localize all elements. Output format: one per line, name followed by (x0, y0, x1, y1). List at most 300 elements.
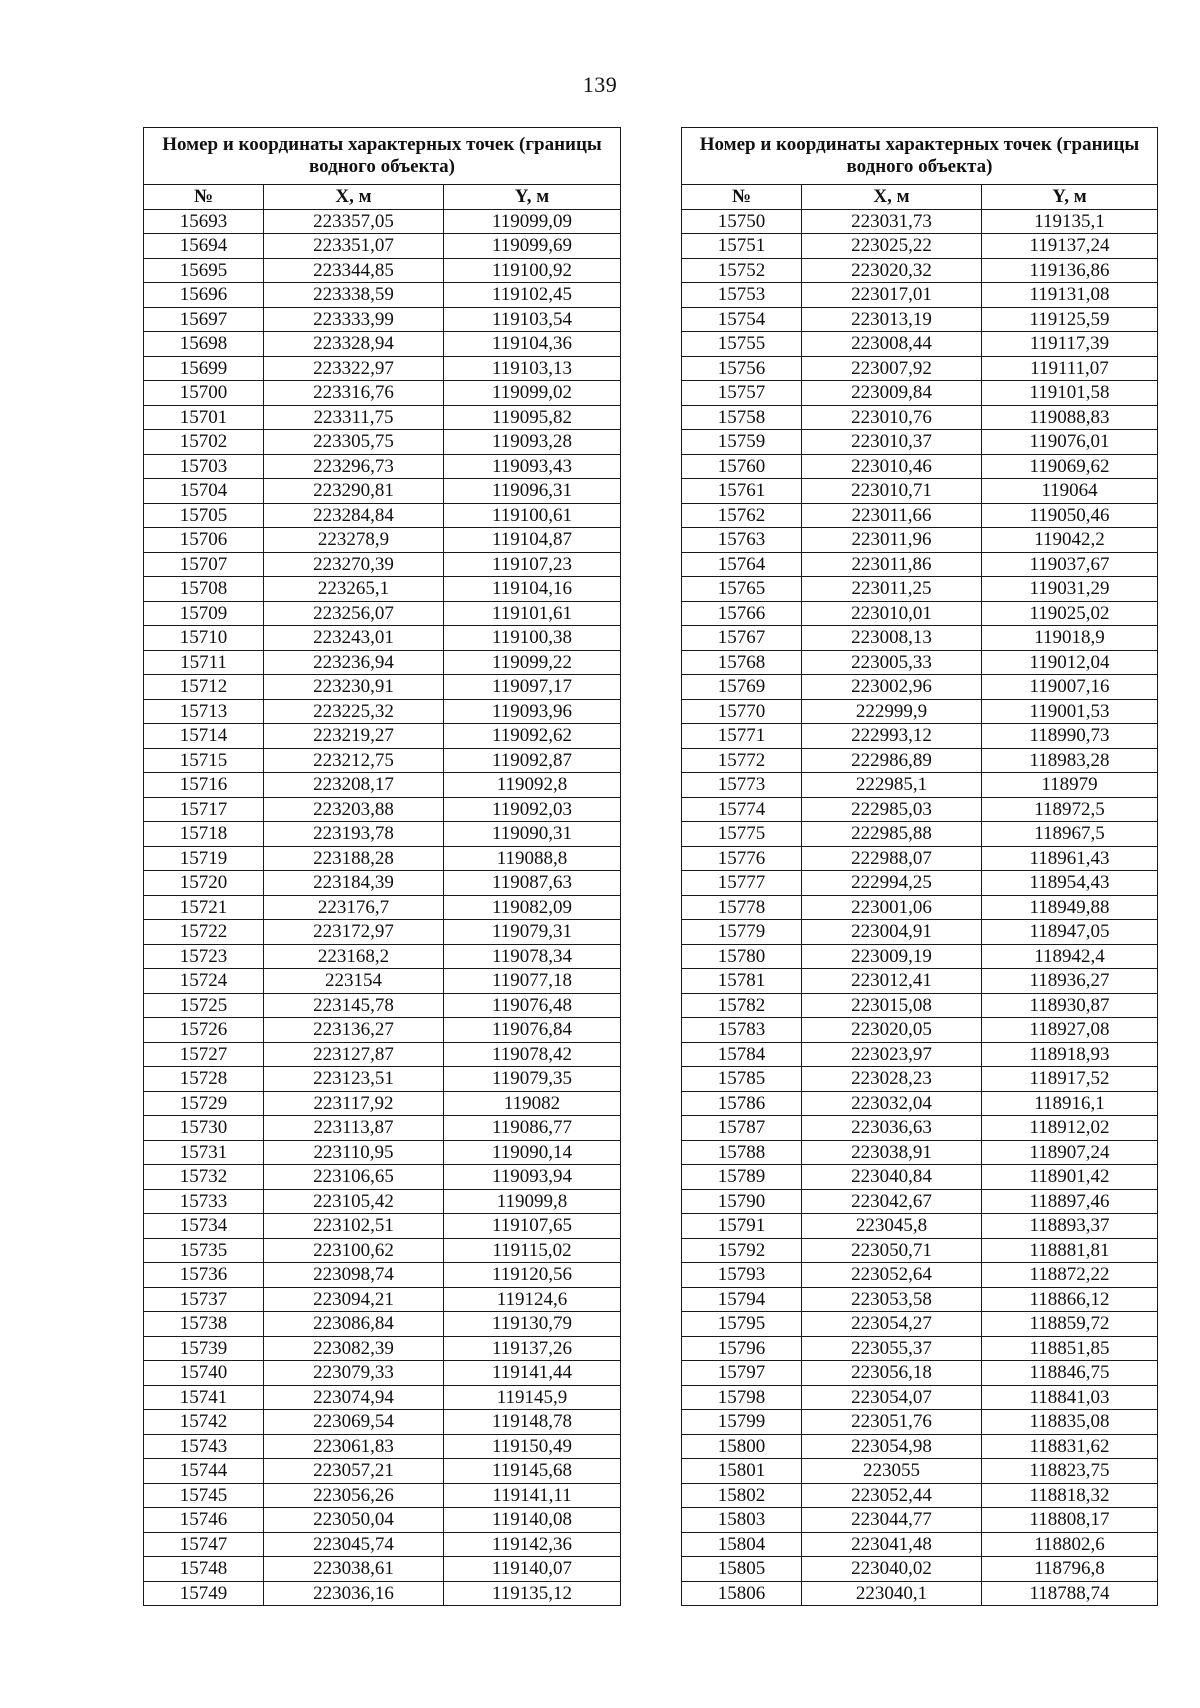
point-number-cell: 15713 (144, 699, 264, 724)
table-row (144, 797, 621, 822)
x-coordinate-cell: 223219,27 (264, 724, 444, 749)
table-row (682, 1483, 1158, 1508)
y-coordinate-cell: 119090,14 (444, 1140, 621, 1165)
table-row (682, 528, 1158, 553)
point-number-cell: 15805 (682, 1557, 802, 1582)
point-number-cell: 15796 (682, 1336, 802, 1361)
point-number-cell: 15765 (682, 577, 802, 602)
table-row (682, 1189, 1158, 1214)
point-number-cell: 15744 (144, 1459, 264, 1484)
x-coordinate-cell: 223100,62 (264, 1238, 444, 1263)
point-number-cell: 15799 (682, 1410, 802, 1435)
x-coordinate-cell: 223025,22 (802, 234, 982, 259)
y-coordinate-cell: 118823,75 (982, 1459, 1158, 1484)
point-number-cell: 15710 (144, 626, 264, 651)
x-coordinate-cell: 223344,85 (264, 258, 444, 283)
table-row (144, 1042, 621, 1067)
coordinates-table-right (681, 127, 1158, 1606)
point-number-cell: 15774 (682, 797, 802, 822)
y-coordinate-cell: 118917,52 (982, 1067, 1158, 1092)
x-coordinate-cell: 223040,84 (802, 1165, 982, 1190)
y-coordinate-cell: 119103,54 (444, 307, 621, 332)
point-number-cell: 15730 (144, 1116, 264, 1141)
x-coordinate-cell: 223044,77 (802, 1508, 982, 1533)
table-row (682, 332, 1158, 357)
y-coordinate-cell: 119137,24 (982, 234, 1158, 259)
x-coordinate-cell: 223028,23 (802, 1067, 982, 1092)
y-coordinate-cell: 119097,17 (444, 675, 621, 700)
table-row (144, 356, 621, 381)
point-number-cell: 15717 (144, 797, 264, 822)
x-coordinate-cell: 223338,59 (264, 283, 444, 308)
y-coordinate-cell: 119104,87 (444, 528, 621, 553)
y-coordinate-cell: 119141,11 (444, 1483, 621, 1508)
point-number-cell: 15739 (144, 1336, 264, 1361)
x-coordinate-cell: 223296,73 (264, 454, 444, 479)
point-number-cell: 15720 (144, 871, 264, 896)
point-number-cell: 15716 (144, 773, 264, 798)
point-number-cell: 15790 (682, 1189, 802, 1214)
y-coordinate-cell: 119042,2 (982, 528, 1158, 553)
point-number-cell: 15721 (144, 895, 264, 920)
y-coordinate-cell: 119135,12 (444, 1581, 621, 1606)
table-row (144, 1557, 621, 1582)
y-coordinate-cell: 118866,12 (982, 1287, 1158, 1312)
table-row (682, 209, 1158, 234)
table-row (682, 626, 1158, 651)
point-number-cell: 15781 (682, 969, 802, 994)
x-coordinate-cell: 223208,17 (264, 773, 444, 798)
point-number-cell: 15736 (144, 1263, 264, 1288)
y-coordinate-cell: 119120,56 (444, 1263, 621, 1288)
point-number-cell: 15748 (144, 1557, 264, 1582)
point-number-cell: 15738 (144, 1312, 264, 1337)
point-number-cell: 15750 (682, 209, 802, 234)
point-number-cell: 15734 (144, 1214, 264, 1239)
point-number-cell: 15701 (144, 405, 264, 430)
table-row (682, 1508, 1158, 1533)
x-coordinate-cell: 223270,39 (264, 552, 444, 577)
x-coordinate-cell: 223145,78 (264, 993, 444, 1018)
table-row (144, 234, 621, 259)
y-coordinate-cell: 119001,53 (982, 699, 1158, 724)
table-row (144, 1140, 621, 1165)
point-number-cell: 15740 (144, 1361, 264, 1386)
y-coordinate-cell: 118808,17 (982, 1508, 1158, 1533)
x-coordinate-cell: 222986,89 (802, 748, 982, 773)
table-row (682, 356, 1158, 381)
point-number-cell: 15704 (144, 479, 264, 504)
y-coordinate-cell: 119088,83 (982, 405, 1158, 430)
table-row (682, 699, 1158, 724)
point-number-cell: 15784 (682, 1042, 802, 1067)
y-coordinate-cell: 119102,45 (444, 283, 621, 308)
table-row (682, 1263, 1158, 1288)
point-number-cell: 15788 (682, 1140, 802, 1165)
y-coordinate-cell: 119093,96 (444, 699, 621, 724)
table-row (144, 1287, 621, 1312)
y-coordinate-cell: 119082 (444, 1091, 621, 1116)
table-row (144, 1214, 621, 1239)
x-coordinate-cell: 223316,76 (264, 381, 444, 406)
point-number-cell: 15769 (682, 675, 802, 700)
y-coordinate-cell: 119050,46 (982, 503, 1158, 528)
table-row (144, 1336, 621, 1361)
table-row (144, 773, 621, 798)
x-coordinate-cell: 223005,33 (802, 650, 982, 675)
y-coordinate-cell: 119136,86 (982, 258, 1158, 283)
x-coordinate-cell: 223008,13 (802, 626, 982, 651)
x-coordinate-cell: 223050,71 (802, 1238, 982, 1263)
y-coordinate-cell: 119064 (982, 479, 1158, 504)
x-coordinate-cell: 223007,92 (802, 356, 982, 381)
y-coordinate-cell: 119142,36 (444, 1532, 621, 1557)
table-row (144, 601, 621, 626)
point-number-cell: 15698 (144, 332, 264, 357)
point-number-cell: 15695 (144, 258, 264, 283)
y-coordinate-cell: 119076,48 (444, 993, 621, 1018)
table-row (144, 1189, 621, 1214)
point-number-cell: 15699 (144, 356, 264, 381)
y-coordinate-cell: 118872,22 (982, 1263, 1158, 1288)
x-coordinate-cell: 223032,04 (802, 1091, 982, 1116)
column-header-number: № (682, 185, 802, 210)
table-row (144, 944, 621, 969)
x-coordinate-cell: 223057,21 (264, 1459, 444, 1484)
y-coordinate-cell: 119078,34 (444, 944, 621, 969)
x-coordinate-cell: 223079,33 (264, 1361, 444, 1386)
x-coordinate-cell: 223203,88 (264, 797, 444, 822)
table-row (144, 1067, 621, 1092)
y-coordinate-cell: 119078,42 (444, 1042, 621, 1067)
y-coordinate-cell: 119131,08 (982, 283, 1158, 308)
x-coordinate-cell: 223054,98 (802, 1434, 982, 1459)
point-number-cell: 15760 (682, 454, 802, 479)
table-row (682, 479, 1158, 504)
table-row (682, 405, 1158, 430)
table-row (144, 1238, 621, 1263)
table-row (144, 993, 621, 1018)
table-row (144, 577, 621, 602)
x-coordinate-cell: 223110,95 (264, 1140, 444, 1165)
table-row (682, 307, 1158, 332)
table-row (682, 503, 1158, 528)
y-coordinate-cell: 119100,61 (444, 503, 621, 528)
point-number-cell: 15751 (682, 234, 802, 259)
x-coordinate-cell: 223054,07 (802, 1385, 982, 1410)
table-row (144, 209, 621, 234)
point-number-cell: 15758 (682, 405, 802, 430)
y-coordinate-cell: 119135,1 (982, 209, 1158, 234)
point-number-cell: 15778 (682, 895, 802, 920)
point-number-cell: 15770 (682, 699, 802, 724)
x-coordinate-cell: 223040,1 (802, 1581, 982, 1606)
point-number-cell: 15711 (144, 650, 264, 675)
table-row (682, 675, 1158, 700)
y-coordinate-cell: 119093,43 (444, 454, 621, 479)
point-number-cell: 15772 (682, 748, 802, 773)
y-coordinate-cell: 119124,6 (444, 1287, 621, 1312)
point-number-cell: 15804 (682, 1532, 802, 1557)
table-row (144, 307, 621, 332)
y-coordinate-cell: 118818,32 (982, 1483, 1158, 1508)
table-row (682, 920, 1158, 945)
column-header-x: X, м (264, 185, 444, 210)
x-coordinate-cell: 223176,7 (264, 895, 444, 920)
x-coordinate-cell: 223106,65 (264, 1165, 444, 1190)
x-coordinate-cell: 223102,51 (264, 1214, 444, 1239)
point-number-cell: 15706 (144, 528, 264, 553)
y-coordinate-cell: 118979 (982, 773, 1158, 798)
y-coordinate-cell: 119007,16 (982, 675, 1158, 700)
table-row (682, 601, 1158, 626)
table-row (144, 405, 621, 430)
y-coordinate-cell: 119079,35 (444, 1067, 621, 1092)
table-row (682, 1434, 1158, 1459)
y-coordinate-cell: 119069,62 (982, 454, 1158, 479)
point-number-cell: 15705 (144, 503, 264, 528)
y-coordinate-cell: 118859,72 (982, 1312, 1158, 1337)
table-row (144, 552, 621, 577)
point-number-cell: 15731 (144, 1140, 264, 1165)
x-coordinate-cell: 222999,9 (802, 699, 982, 724)
y-coordinate-cell: 119095,82 (444, 405, 621, 430)
point-number-cell: 15709 (144, 601, 264, 626)
x-coordinate-cell: 223010,37 (802, 430, 982, 455)
y-coordinate-cell: 119103,13 (444, 356, 621, 381)
x-coordinate-cell: 222993,12 (802, 724, 982, 749)
table-row (682, 1214, 1158, 1239)
point-number-cell: 15780 (682, 944, 802, 969)
table-row (144, 1018, 621, 1043)
table-row (682, 577, 1158, 602)
x-coordinate-cell: 223069,54 (264, 1410, 444, 1435)
x-coordinate-cell: 223123,51 (264, 1067, 444, 1092)
point-number-cell: 15761 (682, 479, 802, 504)
y-coordinate-cell: 119141,44 (444, 1361, 621, 1386)
y-coordinate-cell: 119018,9 (982, 626, 1158, 651)
point-number-cell: 15768 (682, 650, 802, 675)
point-number-cell: 15753 (682, 283, 802, 308)
y-coordinate-cell: 119087,63 (444, 871, 621, 896)
y-coordinate-cell: 119100,38 (444, 626, 621, 651)
table-row (682, 1557, 1158, 1582)
table-row (682, 822, 1158, 847)
y-coordinate-cell: 118947,05 (982, 920, 1158, 945)
table-row (682, 1067, 1158, 1092)
point-number-cell: 15735 (144, 1238, 264, 1263)
y-coordinate-cell: 119096,31 (444, 479, 621, 504)
y-coordinate-cell: 119092,62 (444, 724, 621, 749)
y-coordinate-cell: 119093,28 (444, 430, 621, 455)
table-row (144, 430, 621, 455)
y-coordinate-cell: 118881,81 (982, 1238, 1158, 1263)
x-coordinate-cell: 223061,83 (264, 1434, 444, 1459)
table-row (144, 748, 621, 773)
table-row (682, 1238, 1158, 1263)
table-row (682, 969, 1158, 994)
table-title: Номер и координаты характерных точек (границы водного объекта) (682, 128, 1158, 185)
y-coordinate-cell: 119104,36 (444, 332, 621, 357)
x-coordinate-cell: 223053,58 (802, 1287, 982, 1312)
y-coordinate-cell: 118954,43 (982, 871, 1158, 896)
x-coordinate-cell: 223004,91 (802, 920, 982, 945)
y-coordinate-cell: 118897,46 (982, 1189, 1158, 1214)
table-row (144, 920, 621, 945)
table-row (682, 846, 1158, 871)
x-coordinate-cell: 223050,04 (264, 1508, 444, 1533)
table-row (144, 895, 621, 920)
point-number-cell: 15771 (682, 724, 802, 749)
point-number-cell: 15723 (144, 944, 264, 969)
x-coordinate-cell: 223009,19 (802, 944, 982, 969)
x-coordinate-cell: 223012,41 (802, 969, 982, 994)
point-number-cell: 15792 (682, 1238, 802, 1263)
point-number-cell: 15789 (682, 1165, 802, 1190)
point-number-cell: 15773 (682, 773, 802, 798)
y-coordinate-cell: 119076,84 (444, 1018, 621, 1043)
point-number-cell: 15694 (144, 234, 264, 259)
point-number-cell: 15737 (144, 1287, 264, 1312)
y-coordinate-cell: 118841,03 (982, 1385, 1158, 1410)
x-coordinate-cell: 223074,94 (264, 1385, 444, 1410)
x-coordinate-cell: 223017,01 (802, 283, 982, 308)
point-number-cell: 15719 (144, 846, 264, 871)
y-coordinate-cell: 118918,93 (982, 1042, 1158, 1067)
x-coordinate-cell: 223011,86 (802, 552, 982, 577)
x-coordinate-cell: 223010,01 (802, 601, 982, 626)
table-row (144, 503, 621, 528)
point-number-cell: 15782 (682, 993, 802, 1018)
x-coordinate-cell: 223311,75 (264, 405, 444, 430)
y-coordinate-cell: 119145,68 (444, 1459, 621, 1484)
point-number-cell: 15728 (144, 1067, 264, 1092)
table-row (682, 1018, 1158, 1043)
table-row (682, 1459, 1158, 1484)
x-coordinate-cell: 223193,78 (264, 822, 444, 847)
point-number-cell: 15718 (144, 822, 264, 847)
x-coordinate-cell: 223001,06 (802, 895, 982, 920)
point-number-cell: 15785 (682, 1067, 802, 1092)
x-coordinate-cell: 223136,27 (264, 1018, 444, 1043)
table-row (144, 332, 621, 357)
table-row (682, 944, 1158, 969)
point-number-cell: 15733 (144, 1189, 264, 1214)
y-coordinate-cell: 118851,85 (982, 1336, 1158, 1361)
y-coordinate-cell: 118846,75 (982, 1361, 1158, 1386)
y-coordinate-cell: 118949,88 (982, 895, 1158, 920)
table-row (682, 1091, 1158, 1116)
table-row (682, 773, 1158, 798)
x-coordinate-cell: 223243,01 (264, 626, 444, 651)
y-coordinate-cell: 118983,28 (982, 748, 1158, 773)
x-coordinate-cell: 223098,74 (264, 1263, 444, 1288)
x-coordinate-cell: 223015,08 (802, 993, 982, 1018)
x-coordinate-cell: 223045,74 (264, 1532, 444, 1557)
y-coordinate-cell: 119079,31 (444, 920, 621, 945)
table-row (682, 1042, 1158, 1067)
x-coordinate-cell: 223333,99 (264, 307, 444, 332)
point-number-cell: 15743 (144, 1434, 264, 1459)
table-body (144, 209, 621, 1606)
table-row (682, 1312, 1158, 1337)
y-coordinate-cell: 119145,9 (444, 1385, 621, 1410)
x-coordinate-cell: 223009,84 (802, 381, 982, 406)
table-row (144, 1459, 621, 1484)
table-row (144, 675, 621, 700)
x-coordinate-cell: 223230,91 (264, 675, 444, 700)
table-body (682, 209, 1158, 1606)
x-coordinate-cell: 223040,02 (802, 1557, 982, 1582)
point-number-cell: 15697 (144, 307, 264, 332)
point-number-cell: 15752 (682, 258, 802, 283)
table-row (144, 1532, 621, 1557)
point-number-cell: 15767 (682, 626, 802, 651)
table-row (682, 1140, 1158, 1165)
table-row (144, 846, 621, 871)
point-number-cell: 15732 (144, 1165, 264, 1190)
table-row (682, 724, 1158, 749)
table-row (144, 724, 621, 749)
y-coordinate-cell: 118990,73 (982, 724, 1158, 749)
x-coordinate-cell: 223055,37 (802, 1336, 982, 1361)
table-row (682, 552, 1158, 577)
point-number-cell: 15755 (682, 332, 802, 357)
x-coordinate-cell: 223086,84 (264, 1312, 444, 1337)
table-row (682, 797, 1158, 822)
point-number-cell: 15762 (682, 503, 802, 528)
point-number-cell: 15700 (144, 381, 264, 406)
point-number-cell: 15783 (682, 1018, 802, 1043)
y-coordinate-cell: 118916,1 (982, 1091, 1158, 1116)
y-coordinate-cell: 119101,58 (982, 381, 1158, 406)
table-row (682, 871, 1158, 896)
x-coordinate-cell: 223052,44 (802, 1483, 982, 1508)
x-coordinate-cell: 223042,67 (802, 1189, 982, 1214)
point-number-cell: 15763 (682, 528, 802, 553)
point-number-cell: 15800 (682, 1434, 802, 1459)
point-number-cell: 15756 (682, 356, 802, 381)
x-coordinate-cell: 223031,73 (802, 209, 982, 234)
point-number-cell: 15803 (682, 1508, 802, 1533)
x-coordinate-cell: 222985,88 (802, 822, 982, 847)
x-coordinate-cell: 223113,87 (264, 1116, 444, 1141)
x-coordinate-cell: 223094,21 (264, 1287, 444, 1312)
point-number-cell: 15693 (144, 209, 264, 234)
table-row (144, 871, 621, 896)
point-number-cell: 15696 (144, 283, 264, 308)
x-coordinate-cell: 223045,8 (802, 1214, 982, 1239)
point-number-cell: 15787 (682, 1116, 802, 1141)
x-coordinate-cell: 223154 (264, 969, 444, 994)
y-coordinate-cell: 118893,37 (982, 1214, 1158, 1239)
point-number-cell: 15715 (144, 748, 264, 773)
table-row (682, 1385, 1158, 1410)
x-coordinate-cell: 223020,32 (802, 258, 982, 283)
column-header-y: Y, м (982, 185, 1158, 210)
y-coordinate-cell: 119077,18 (444, 969, 621, 994)
y-coordinate-cell: 118942,4 (982, 944, 1158, 969)
x-coordinate-cell: 223010,46 (802, 454, 982, 479)
page-number: 139 (582, 72, 618, 97)
table-row (144, 969, 621, 994)
y-coordinate-cell: 119099,69 (444, 234, 621, 259)
table-row (144, 626, 621, 651)
table-row (144, 479, 621, 504)
x-coordinate-cell: 223010,76 (802, 405, 982, 430)
table-row (682, 993, 1158, 1018)
point-number-cell: 15741 (144, 1385, 264, 1410)
